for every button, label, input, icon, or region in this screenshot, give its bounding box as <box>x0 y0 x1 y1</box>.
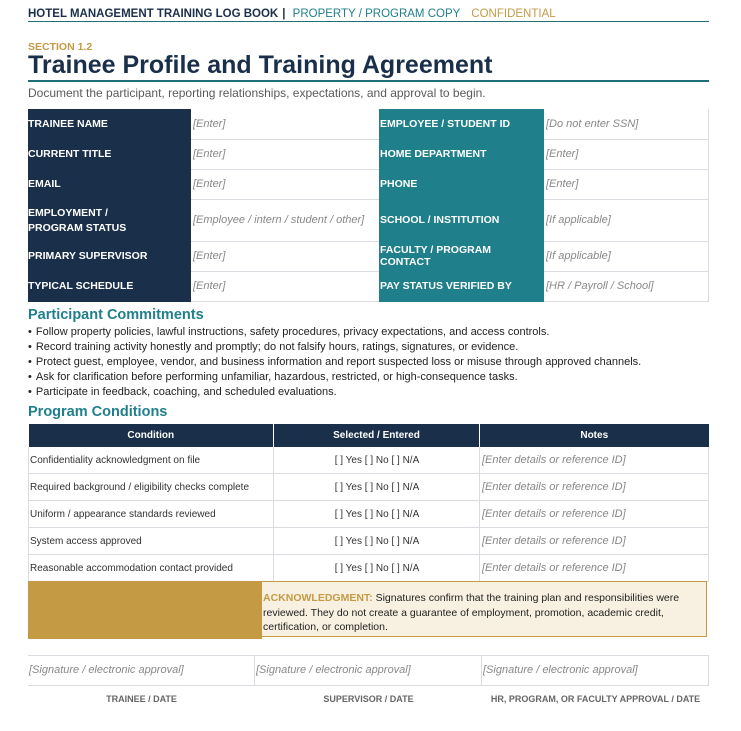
school-institution-field[interactable]: [If applicable] <box>544 199 709 241</box>
acknowledgment-text-box <box>262 581 707 637</box>
signature-row <box>28 655 709 686</box>
profile-row <box>28 139 709 169</box>
page-title: Trainee Profile and Training Agreement <box>28 51 493 79</box>
commitments-heading: Participant Commitments <box>28 307 204 323</box>
trainee-profile-table <box>28 109 709 302</box>
field-label-line: PROGRAM STATUS <box>28 221 127 234</box>
acknowledgment-keyword: ACKNOWLEDGMENT: <box>263 592 373 604</box>
supervisor-signature-field[interactable]: [Signature / electronic approval] <box>255 656 482 685</box>
acknowledgment-text: Signatures confirm that the training plan and responsibilities were reviewed. They do not create a guarantee of employment, promotion, academic credit, certification, or completion. <box>263 592 680 633</box>
employee-id-field[interactable]: [Do not enter SSN] <box>544 109 709 139</box>
table-row <box>29 528 709 555</box>
table-row <box>29 474 709 501</box>
commitments-list <box>28 325 641 400</box>
table-row <box>29 501 709 528</box>
profile-row <box>28 169 709 199</box>
field-label: HOME DEPARTMENT <box>379 139 544 169</box>
acknowledgment-accent <box>28 581 262 639</box>
selection-cell[interactable]: [ ] Yes [ ] No [ ] N/A <box>274 447 480 474</box>
profile-row <box>28 271 709 301</box>
section-number: SECTION 1.2 <box>28 41 93 53</box>
selection-cell[interactable]: [ ] Yes [ ] No [ ] N/A <box>274 474 480 501</box>
employment-status-field[interactable]: [Employee / intern / student / other] <box>191 199 379 241</box>
page-subtitle: Document the participant, reporting relationships, expectations, and approval to begin. <box>28 86 486 100</box>
primary-supervisor-field[interactable]: [Enter] <box>191 241 379 271</box>
field-label: PRIMARY SUPERVISOR <box>28 241 191 271</box>
acknowledgment-box <box>28 581 709 639</box>
trainee-name-field[interactable]: [Enter] <box>191 109 379 139</box>
list-item: • Participate in feedback, coaching, and scheduled evaluations. <box>28 385 641 400</box>
field-label <box>28 199 191 241</box>
header-confidential-label: CONFIDENTIAL <box>471 8 556 20</box>
condition-cell: Uniform / appearance standards reviewed <box>29 501 274 528</box>
list-item: • Record training activity honestly and promptly; do not falsify hours, ratings, signatures, or evidence. <box>28 340 641 355</box>
running-header <box>28 8 709 22</box>
profile-row <box>28 109 709 139</box>
list-item: • Protect guest, employee, vendor, and business information and report suspected loss or misuse through approved channels. <box>28 355 641 370</box>
selection-cell[interactable]: [ ] Yes [ ] No [ ] N/A <box>274 555 480 582</box>
header-copy-label: PROPERTY / PROGRAM COPY <box>292 8 461 20</box>
field-label: SCHOOL / INSTITUTION <box>379 199 544 241</box>
conditions-heading: Program Conditions <box>28 404 168 420</box>
pay-status-field[interactable]: [HR / Payroll / School] <box>544 271 709 301</box>
phone-field[interactable]: [Enter] <box>544 169 709 199</box>
field-label: PAY STATUS VERIFIED BY <box>379 271 544 301</box>
signature-label: TRAINEE / DATE <box>106 694 177 704</box>
notes-cell[interactable]: [Enter details or reference ID] <box>480 555 709 582</box>
field-label: CURRENT TITLE <box>28 139 191 169</box>
condition-cell: Required background / eligibility checks complete <box>29 474 274 501</box>
trainee-signature-field[interactable]: [Signature / electronic approval] <box>28 656 255 685</box>
notes-cell[interactable]: [Enter details or reference ID] <box>480 528 709 555</box>
field-label: TRAINEE NAME <box>28 109 191 139</box>
table-row <box>29 447 709 474</box>
condition-cell: Confidentiality acknowledgment on file <box>29 447 274 474</box>
selection-cell[interactable]: [ ] Yes [ ] No [ ] N/A <box>274 528 480 555</box>
field-label-line: EMPLOYMENT / <box>28 206 108 219</box>
field-label: FACULTY / PROGRAM CONTACT <box>379 241 544 271</box>
notes-cell[interactable]: [Enter details or reference ID] <box>480 501 709 528</box>
field-label: TYPICAL SCHEDULE <box>28 271 191 301</box>
selection-cell[interactable]: [ ] Yes [ ] No [ ] N/A <box>274 501 480 528</box>
signature-label: SUPERVISOR / DATE <box>323 694 414 704</box>
column-header: Selected / Entered <box>274 424 480 447</box>
notes-cell[interactable]: [Enter details or reference ID] <box>480 474 709 501</box>
table-row <box>29 555 709 582</box>
list-item: • Ask for clarification before performing unfamiliar, hazardous, restricted, or high-consequence tasks. <box>28 370 641 385</box>
table-header-row <box>29 424 709 447</box>
faculty-contact-field[interactable]: [If applicable] <box>544 241 709 271</box>
field-label: EMPLOYEE / STUDENT ID <box>379 109 544 139</box>
column-header: Condition <box>29 424 274 447</box>
email-field[interactable]: [Enter] <box>191 169 379 199</box>
current-title-field[interactable]: [Enter] <box>191 139 379 169</box>
signature-label: HR, PROGRAM, OR FACULTY APPROVAL / DATE <box>490 694 701 704</box>
condition-cell: Reasonable accommodation contact provided <box>29 555 274 582</box>
column-header: Notes <box>480 424 709 447</box>
conditions-table <box>28 424 709 582</box>
header-book-title: HOTEL MANAGEMENT TRAINING LOG BOOK <box>28 8 279 20</box>
condition-cell: System access approved <box>29 528 274 555</box>
typical-schedule-field[interactable]: [Enter] <box>191 271 379 301</box>
profile-row <box>28 241 709 271</box>
home-department-field[interactable]: [Enter] <box>544 139 709 169</box>
profile-row <box>28 199 709 241</box>
field-label: PHONE <box>379 169 544 199</box>
list-item: • Follow property policies, lawful instructions, safety procedures, privacy expectations, and access controls. <box>28 325 641 340</box>
field-label: EMAIL <box>28 169 191 199</box>
title-rule <box>28 80 709 82</box>
header-separator: | <box>282 8 286 20</box>
approval-signature-field[interactable]: [Signature / electronic approval] <box>482 656 709 685</box>
notes-cell[interactable]: [Enter details or reference ID] <box>480 447 709 474</box>
